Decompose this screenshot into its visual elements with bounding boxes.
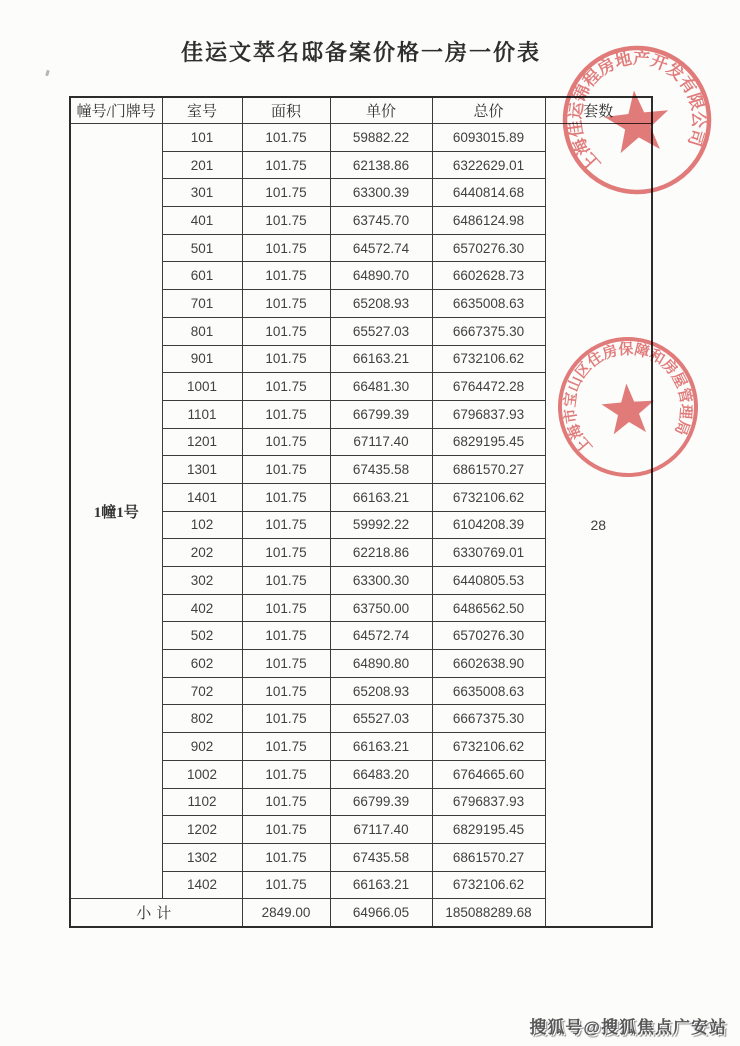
room-cell: 802 xyxy=(162,705,242,733)
header-unit-count: 套数 xyxy=(545,97,652,124)
price-table xyxy=(69,96,653,928)
total-price-cell: 6796837.93 xyxy=(432,788,545,816)
room-cell: 202 xyxy=(162,539,242,567)
area-cell: 101.75 xyxy=(242,843,330,871)
total-price-cell: 6635008.63 xyxy=(432,290,545,318)
table-body xyxy=(70,124,652,928)
unit-price-cell: 65208.93 xyxy=(330,290,432,318)
total-price-cell: 6667375.30 xyxy=(432,317,545,345)
page-title: 佳运文萃名邸备案价格一房一价表 xyxy=(180,40,541,65)
total-price-cell: 6322629.01 xyxy=(432,151,545,179)
total-price-cell: 6732106.62 xyxy=(432,733,545,761)
room-cell: 701 xyxy=(162,290,242,318)
seal-text: 上海市宝山区住房保障和房屋管理局 xyxy=(562,341,694,456)
unit-price-cell: 65527.03 xyxy=(330,317,432,345)
room-cell: 1101 xyxy=(162,400,242,428)
area-cell: 101.75 xyxy=(242,622,330,650)
room-cell: 702 xyxy=(162,677,242,705)
header-building: 幢号/门牌号 xyxy=(70,97,162,124)
unit-price-cell: 67117.40 xyxy=(330,428,432,456)
room-cell: 201 xyxy=(162,151,242,179)
total-price-cell: 6764472.28 xyxy=(432,373,545,401)
room-cell: 102 xyxy=(162,511,242,539)
area-cell: 101.75 xyxy=(242,760,330,788)
room-cell: 301 xyxy=(162,179,242,207)
unit-price-cell: 67435.58 xyxy=(330,843,432,871)
room-cell: 1102 xyxy=(162,788,242,816)
total-price-cell: 6440814.68 xyxy=(432,179,545,207)
room-cell: 1302 xyxy=(162,843,242,871)
area-cell: 101.75 xyxy=(242,594,330,622)
unit-price-cell: 66799.39 xyxy=(330,788,432,816)
area-cell: 101.75 xyxy=(242,179,330,207)
room-cell: 501 xyxy=(162,234,242,262)
total-price-cell: 6330769.01 xyxy=(432,539,545,567)
unit-price-cell: 65208.93 xyxy=(330,677,432,705)
header-area: 面积 xyxy=(242,97,330,124)
unit-price-cell: 66163.21 xyxy=(330,345,432,373)
area-cell: 101.75 xyxy=(242,539,330,567)
star-icon xyxy=(602,87,672,154)
room-cell: 602 xyxy=(162,650,242,678)
room-cell: 601 xyxy=(162,262,242,290)
total-price-cell: 6829195.45 xyxy=(432,816,545,844)
area-cell: 101.75 xyxy=(242,483,330,511)
total-price-cell: 6732106.62 xyxy=(432,345,545,373)
unit-price-cell: 64890.80 xyxy=(330,650,432,678)
building-cell: 1幢1号 xyxy=(70,124,162,899)
total-price-cell: 6570276.30 xyxy=(432,622,545,650)
room-cell: 801 xyxy=(162,317,242,345)
total-price-cell: 6732106.62 xyxy=(432,483,545,511)
total-price-cell: 6732106.62 xyxy=(432,871,545,899)
total-price-cell: 6861570.27 xyxy=(432,456,545,484)
unit-price-cell: 66483.20 xyxy=(330,760,432,788)
total-price-cell: 6764665.60 xyxy=(432,760,545,788)
unit-price-cell: 63300.39 xyxy=(330,179,432,207)
scan-speck xyxy=(45,70,50,77)
developer-seal xyxy=(542,25,731,214)
area-cell: 101.75 xyxy=(242,428,330,456)
total-price-cell: 6486124.98 xyxy=(432,207,545,235)
unit-price-cell: 67117.40 xyxy=(330,816,432,844)
room-cell: 1202 xyxy=(162,816,242,844)
total-price-cell: 6486562.50 xyxy=(432,594,545,622)
area-cell: 101.75 xyxy=(242,373,330,401)
unit-price-cell: 59992.22 xyxy=(330,511,432,539)
area-cell: 101.75 xyxy=(242,677,330,705)
area-cell: 101.75 xyxy=(242,345,330,373)
area-cell: 101.75 xyxy=(242,456,330,484)
room-cell: 902 xyxy=(162,733,242,761)
room-cell: 1301 xyxy=(162,456,242,484)
room-cell: 901 xyxy=(162,345,242,373)
unit-price-cell: 64572.74 xyxy=(330,622,432,650)
authority-seal xyxy=(542,321,715,494)
header-total-price: 总价 xyxy=(432,97,545,124)
room-cell: 502 xyxy=(162,622,242,650)
unit-price-cell: 63300.30 xyxy=(330,567,432,595)
room-cell: 1002 xyxy=(162,760,242,788)
subtotal-label: 小计 xyxy=(70,899,242,928)
unit-price-cell: 65527.03 xyxy=(330,705,432,733)
total-price-cell: 6796837.93 xyxy=(432,400,545,428)
area-cell: 101.75 xyxy=(242,733,330,761)
area-cell: 101.75 xyxy=(242,567,330,595)
unit-price-cell: 62138.86 xyxy=(330,151,432,179)
room-cell: 101 xyxy=(162,124,242,152)
area-cell: 101.75 xyxy=(242,705,330,733)
unit-price-cell: 64890.70 xyxy=(330,262,432,290)
total-price-cell: 6861570.27 xyxy=(432,843,545,871)
seal-text: 上海佳运锦程房地产开发有限公司 xyxy=(565,48,709,175)
area-cell: 101.75 xyxy=(242,400,330,428)
area-cell: 101.75 xyxy=(242,234,330,262)
unit-price-cell: 66163.21 xyxy=(330,483,432,511)
unit-price-cell: 59882.22 xyxy=(330,124,432,152)
unit-price-cell: 66163.21 xyxy=(330,871,432,899)
total-price-cell: 6440805.53 xyxy=(432,567,545,595)
area-cell: 101.75 xyxy=(242,151,330,179)
area-cell: 101.75 xyxy=(242,650,330,678)
total-price-cell: 6104208.39 xyxy=(432,511,545,539)
header-room: 室号 xyxy=(162,97,242,124)
room-cell: 1402 xyxy=(162,871,242,899)
area-cell: 101.75 xyxy=(242,816,330,844)
area-cell: 101.75 xyxy=(242,290,330,318)
total-price-cell: 6829195.45 xyxy=(432,428,545,456)
subtotal-area-cell: 2849.00 xyxy=(242,899,330,928)
room-cell: 1001 xyxy=(162,373,242,401)
unit-price-cell: 62218.86 xyxy=(330,539,432,567)
subtotal-total-price-cell: 185088289.68 xyxy=(432,899,545,928)
area-cell: 101.75 xyxy=(242,317,330,345)
unit-price-cell: 66481.30 xyxy=(330,373,432,401)
unit-price-cell: 66799.39 xyxy=(330,400,432,428)
total-price-cell: 6570276.30 xyxy=(432,234,545,262)
room-cell: 1201 xyxy=(162,428,242,456)
unit-count-cell: 28 xyxy=(545,124,652,928)
unit-price-cell: 63745.70 xyxy=(330,207,432,235)
total-price-cell: 6635008.63 xyxy=(432,677,545,705)
room-cell: 402 xyxy=(162,594,242,622)
unit-price-cell: 66163.21 xyxy=(330,733,432,761)
area-cell: 101.75 xyxy=(242,788,330,816)
room-cell: 1401 xyxy=(162,483,242,511)
total-price-cell: 6602638.90 xyxy=(432,650,545,678)
room-cell: 302 xyxy=(162,567,242,595)
unit-price-cell: 64572.74 xyxy=(330,234,432,262)
unit-price-cell: 67435.58 xyxy=(330,456,432,484)
subtotal-unit-price-cell: 64966.05 xyxy=(330,899,432,928)
total-price-cell: 6093015.89 xyxy=(432,124,545,152)
header-unit-price: 单价 xyxy=(330,97,432,124)
area-cell: 101.75 xyxy=(242,124,330,152)
area-cell: 101.75 xyxy=(242,207,330,235)
total-price-cell: 6667375.30 xyxy=(432,705,545,733)
area-cell: 101.75 xyxy=(242,871,330,899)
unit-price-cell: 63750.00 xyxy=(330,594,432,622)
area-cell: 101.75 xyxy=(242,511,330,539)
room-cell: 401 xyxy=(162,207,242,235)
star-icon xyxy=(600,382,656,435)
area-cell: 101.75 xyxy=(242,262,330,290)
total-price-cell: 6602628.73 xyxy=(432,262,545,290)
watermark: 搜狐号@搜狐焦点广安站 xyxy=(529,1018,727,1037)
